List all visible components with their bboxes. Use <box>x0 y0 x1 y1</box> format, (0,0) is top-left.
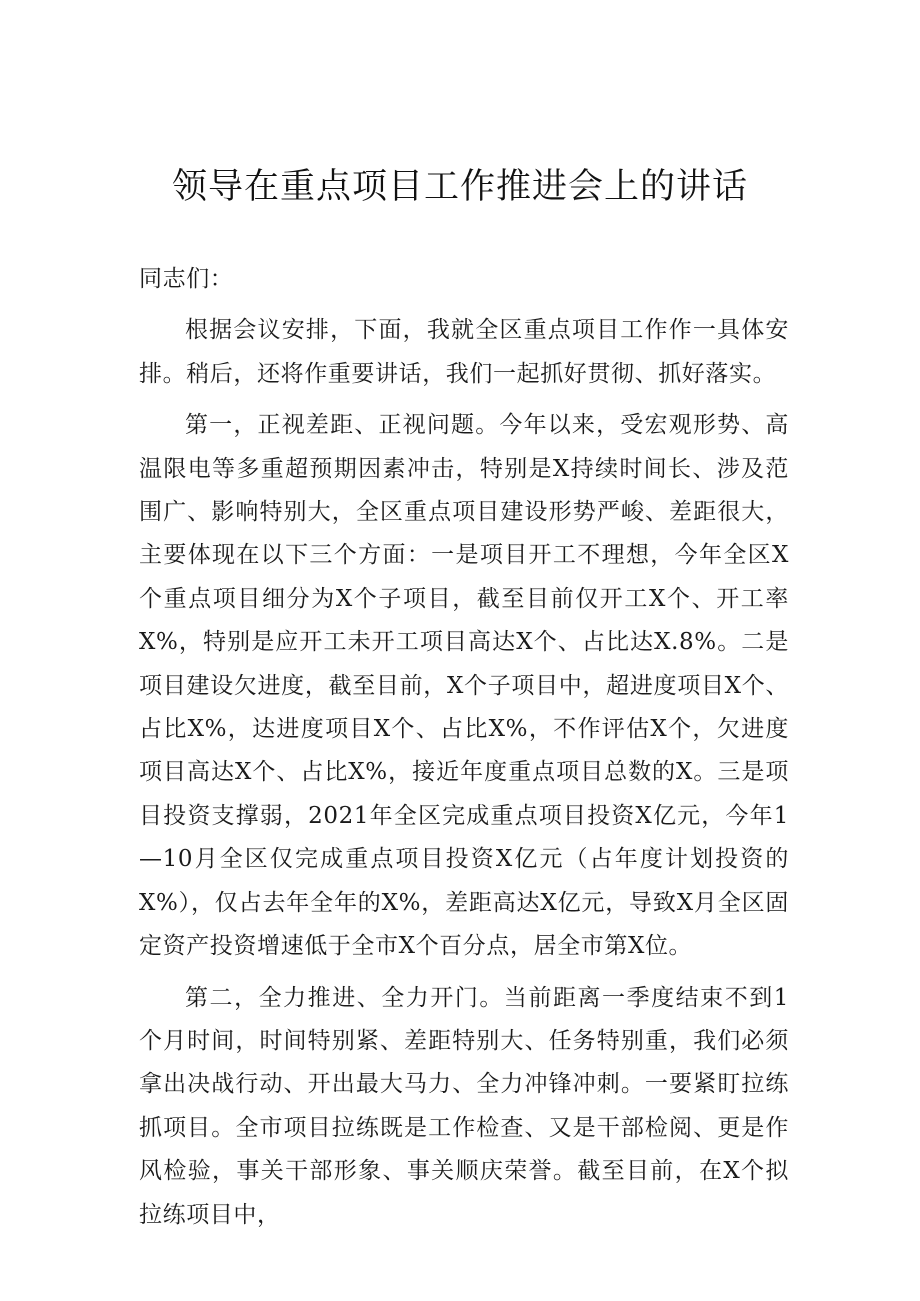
document-body <box>139 258 789 1245</box>
salutation: 同志们： <box>139 266 234 292</box>
paragraph-second-point: 第二，全力推进、全力开门。当前距离一季度结束不到1个月时间，时间特别紧、差距特别大、任务特别重，我们必须拿出决战行动、开出最大马力、全力冲锋冲刺。一要紧盯拉练抓项目。全市项目拉练既是工作检查、又是干部检阅、更是作风检验，事关干部形象、事关顺庆荣誉。截至目前，在X个拟拉练项目中， <box>139 984 789 1228</box>
document-title: 领导在重点项目工作推进会上的讲话 <box>171 167 748 207</box>
paragraph-first-point: 第一，正视差距、正视问题。今年以来，受宏观形势、高温限电等多重超预期因素冲击，特别是X持续时间长、涉及范围广、影响特别大，全区重点项目建设形势严峻、差距很大，主要体现在以下三个方面：一是项目开工不理想，今年全区X个重点项目细分为X个子项目，截至目前仅开工X个、开工率X%，特别是应开工未开工项目高达X个、占比达X.8%。二是项目建设欠进度，截至目前，X个子项目中，超进度项目X个、占比X%，达进度项目X个、占比X%，不作评估X个，欠进度项目高达X个、占比X%，接近年度重点项目总数的X。三是项目投资支撑弱，2021年全区完成重点项目投资X亿元，今年1—10月全区仅完成重点项目投资X亿元（占年度计划投资的X%），仅占去年全年的X%，差距高达X亿元，导致X月全区固定资产投资增速低于全市X个百分点，居全市第X位。 <box>139 412 789 960</box>
paragraph-intro: 根据会议安排，下面，我就全区重点项目工作作一具体安排。稍后，还将作重要讲话，我们一起抓好贯彻、抓好落实。 <box>139 317 789 387</box>
